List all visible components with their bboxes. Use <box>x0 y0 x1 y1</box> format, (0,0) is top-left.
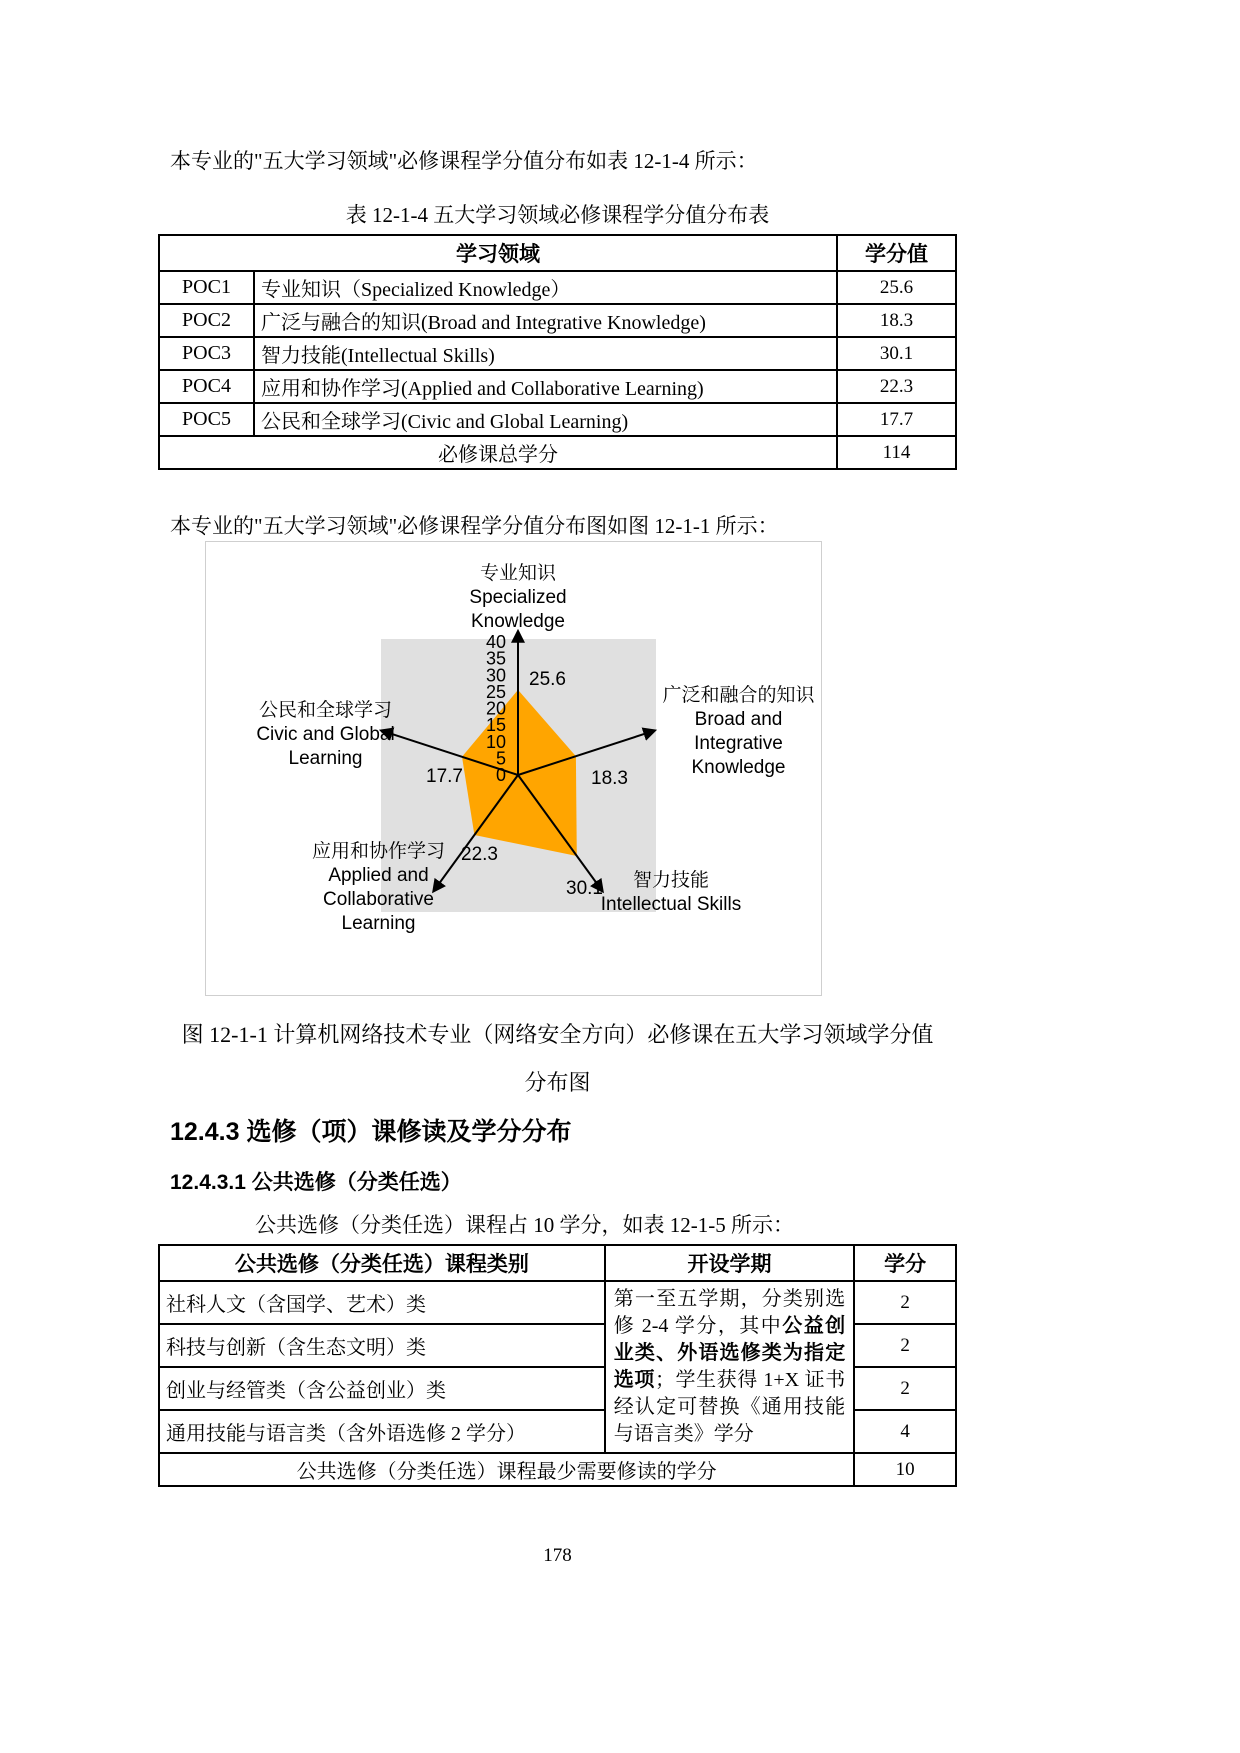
poc-code: POC2 <box>159 304 254 337</box>
note-text: 第一至五学期，分类别选修 2-4 学分，其中 <box>613 1288 846 1338</box>
note-text-bold: 公益创业类、外语选修类为指定选项 <box>613 1315 846 1392</box>
radar-tick-label: 20 <box>485 698 506 719</box>
table2-header-row <box>159 1245 956 1281</box>
radar-value-label: 18.3 <box>591 767 628 789</box>
t2-header-semester: 开设学期 <box>605 1245 854 1281</box>
domain-name: 广泛与融合的知识(Broad and Integrative Knowledge) <box>254 304 837 337</box>
total-credits-value: 114 <box>837 436 956 469</box>
domain-name: 智力技能(Intellectual Skills) <box>254 337 837 370</box>
radar-tick-label: 15 <box>485 714 506 735</box>
axis-label-line: Collaborative <box>323 888 434 910</box>
radar-value-label: 25.6 <box>529 668 566 690</box>
minimum-credits-value: 10 <box>854 1453 956 1486</box>
figure-caption-line2: 分布图 <box>524 1070 591 1096</box>
axis-label-line: 公民和全球学习 <box>258 699 392 721</box>
t2-header-credits: 学分 <box>854 1245 956 1281</box>
elective-credits: 4 <box>854 1410 956 1453</box>
radar-tick-label: 40 <box>485 631 506 652</box>
elective-credits: 2 <box>854 1281 956 1324</box>
credit-value: 30.1 <box>837 337 956 370</box>
elective-category: 社科人文（含国学、艺术）类 <box>159 1281 605 1324</box>
table-row <box>159 1281 956 1324</box>
axis-label-line: 应用和协作学习 <box>311 840 445 862</box>
credit-value: 25.6 <box>837 271 956 304</box>
table-row <box>159 271 956 304</box>
radar-axis-label-applied-collaborative <box>296 840 461 936</box>
t1-header-credits: 学分值 <box>837 235 956 271</box>
table1-total-row <box>159 436 956 469</box>
axis-label-line: Knowledge <box>691 756 786 778</box>
radar-tick-label: 10 <box>485 731 506 752</box>
domain-name: 公民和全球学习(Civic and Global Learning) <box>254 403 837 436</box>
credit-value: 22.3 <box>837 370 956 403</box>
poc-code: POC3 <box>159 337 254 370</box>
radar-axis-label-specialized-knowledge <box>418 562 618 634</box>
domain-name: 应用和协作学习(Applied and Collaborative Learning) <box>254 370 837 403</box>
radar-value-label: 17.7 <box>426 765 463 787</box>
radar-value-label: 22.3 <box>461 843 498 865</box>
section-heading: 12.4.3 选修（项）课修读及学分分布 <box>170 1117 572 1146</box>
elective-category: 创业与经管类（含公益创业）类 <box>159 1367 605 1410</box>
intro-figure-paragraph: 本专业的"五大学习领域"必修课程学分值分布图如图 12-1-1 所示： <box>170 514 779 539</box>
elective-credits: 2 <box>854 1367 956 1410</box>
radar-tick-label: 35 <box>485 648 506 669</box>
radar-axis-label-civic-global <box>248 699 403 771</box>
credit-value: 17.7 <box>837 403 956 436</box>
axis-label-line: Applied and <box>328 864 429 886</box>
axis-label-line: 广泛和融合的知识 <box>662 684 815 706</box>
poc-code: POC1 <box>159 271 254 304</box>
elective-category: 科技与创新（含生态文明）类 <box>159 1324 605 1367</box>
figure-caption-line1: 图 12-1-1 计算机网络技术专业（网络安全方向）必修课在五大学习领域学分值 <box>181 1021 934 1047</box>
radar-axis-label-broad-integrative <box>651 684 826 780</box>
poc-code: POC5 <box>159 403 254 436</box>
axis-label-line: Integrative <box>694 732 783 754</box>
axis-label-line: Civic and Global <box>256 723 395 745</box>
t2-header-category: 公共选修（分类任选）课程类别 <box>159 1245 605 1281</box>
axis-label-line: Learning <box>341 912 416 934</box>
axis-label-line: Specialized <box>469 586 567 608</box>
subsection-heading: 12.4.3.1 公共选修（分类任选） <box>170 1170 462 1194</box>
total-credits-label: 必修课总学分 <box>159 436 837 469</box>
t1-header-domain: 学习领域 <box>159 235 837 271</box>
intro-table2-paragraph: 公共选修（分类任选）课程占 10 学分，如表 12-1-5 所示： <box>255 1212 794 1237</box>
table2-total-row <box>159 1453 956 1486</box>
page-number: 178 <box>543 1545 572 1566</box>
radar-tick-label: 5 <box>495 747 506 768</box>
poc-code: POC4 <box>159 370 254 403</box>
domain-name: 专业知识（Specialized Knowledge） <box>254 271 837 304</box>
public-electives-table <box>158 1244 957 1487</box>
semester-note-cell <box>605 1281 854 1453</box>
axis-label-line: 智力技能 <box>632 869 709 891</box>
radar-axis-label-intellectual-skills <box>591 869 751 917</box>
elective-category: 通用技能与语言类（含外语选修 2 学分） <box>159 1410 605 1453</box>
axis-label-line: 专业知识 <box>479 562 556 584</box>
table-row <box>159 370 956 403</box>
minimum-credits-label: 公共选修（分类任选）课程最少需要修读的学分 <box>159 1453 854 1486</box>
radar-tick-label: 30 <box>485 664 506 685</box>
table-row <box>159 304 956 337</box>
credit-value: 18.3 <box>837 304 956 337</box>
note-text: ；学生获得 1+X 证书经认定可替换《通用技能与语言类》学分 <box>613 1369 846 1446</box>
table-row <box>159 403 956 436</box>
axis-label-line: Intellectual Skills <box>600 893 742 915</box>
elective-credits: 2 <box>854 1324 956 1367</box>
axis-label-line: Learning <box>288 747 363 769</box>
radar-tick-label: 0 <box>495 764 506 785</box>
axis-label-line: Broad and <box>694 708 783 730</box>
radar-value-label: 30.1 <box>566 877 603 899</box>
learning-domains-credits-table <box>158 234 957 470</box>
radar-tick-label: 25 <box>485 681 506 702</box>
intro-table1-paragraph: 本专业的"五大学习领域"必修课程学分值分布如表 12-1-4 所示： <box>170 149 758 173</box>
radar-chart-figure <box>205 541 822 996</box>
table1-header-row <box>159 235 956 271</box>
table-row <box>159 337 956 370</box>
table1-caption: 表 12-1-4 五大学习领域必修课程学分值分布表 <box>345 203 770 228</box>
axis-label-line: Knowledge <box>470 610 566 632</box>
